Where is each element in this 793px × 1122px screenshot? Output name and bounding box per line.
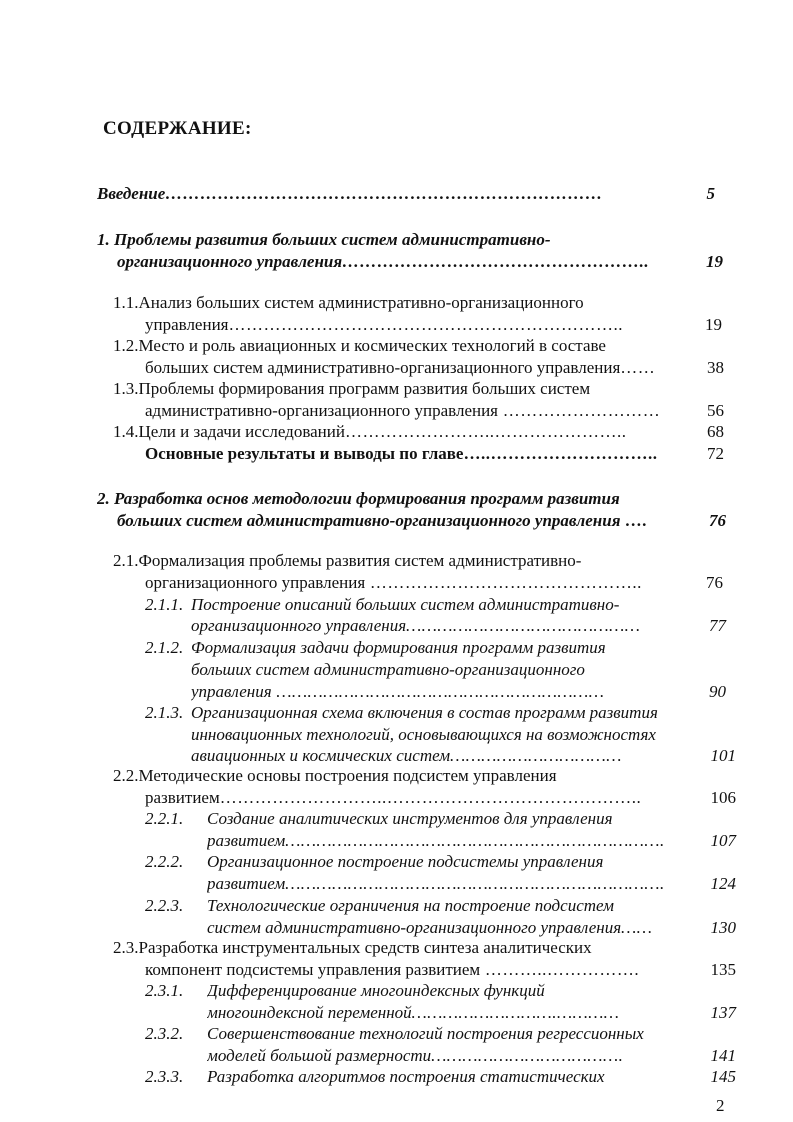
- toc-entry-2-1-1-line1[interactable]: Построение описаний больших систем административно-: [191, 595, 620, 614]
- toc-entry-label: компонент подсистемы управления развитием: [145, 960, 481, 979]
- toc-entry-label: Введение: [97, 184, 166, 203]
- toc-entry-label: административно-организационного управления: [145, 401, 498, 420]
- toc-leader-dots: ………..…………….: [480, 960, 640, 979]
- toc-entry-chapter-1-line1[interactable]: 1. Проблемы развития больших систем административно-: [97, 230, 551, 249]
- toc-entry-label: развитием: [207, 831, 286, 850]
- toc-page-number: 135: [710, 960, 736, 979]
- toc-subsection-number: 2.3.3.: [145, 1067, 184, 1086]
- toc-entry-2-1-3-line1[interactable]: Организационная схема включения в состав программ развития: [191, 703, 658, 722]
- toc-entry-label: развитием: [207, 874, 286, 893]
- toc-subsection-number: 2.2.1.: [145, 809, 184, 828]
- toc-leader-dots: ………………………………………………………: [271, 682, 605, 701]
- toc-entry-intro[interactable]: [97, 183, 697, 205]
- toc-page-number: 38: [707, 358, 724, 377]
- toc-entry-2-3-2-line2[interactable]: [207, 1045, 701, 1067]
- toc-page-number: 76: [706, 573, 723, 592]
- toc-entry-label: авиационных и космических систем: [191, 746, 451, 765]
- toc-entry-1-4[interactable]: [113, 421, 703, 443]
- toc-page-number: 76: [709, 511, 726, 530]
- toc-entry-label: больших систем административно-организационного управления: [145, 358, 621, 377]
- toc-subsection-number: 2.2.3.: [145, 896, 184, 915]
- toc-leader-dots: ………………………: [498, 401, 661, 420]
- toc-page-number: 19: [706, 252, 723, 271]
- toc-entry-label: управления: [145, 315, 229, 334]
- toc-leader-dots: ….: [620, 511, 648, 530]
- toc-page-number: 5: [706, 184, 715, 203]
- toc-entry-2-2-line2[interactable]: [145, 787, 701, 809]
- toc-entry-2-1-3-line3[interactable]: [191, 745, 696, 767]
- toc-page-number: 130: [710, 918, 736, 937]
- toc-entry-2-3-line2[interactable]: [145, 959, 693, 981]
- toc-leader-dots: ……: [620, 358, 656, 377]
- toc-entry-2-1-line2[interactable]: [145, 572, 695, 594]
- toc-entry-label: моделей большой размерности: [207, 1046, 432, 1065]
- toc-page-number: 72: [707, 444, 724, 463]
- toc-entry-2-3-line1[interactable]: 2.3.Разработка инструментальных средств синтеза аналитических: [113, 938, 592, 957]
- toc-leader-dots: ……………………..…………………..: [344, 422, 627, 441]
- toc-entry-2-1-3-line2[interactable]: инновационных технологий, основывающихся на возможностях: [191, 725, 656, 744]
- toc-page-number: 56: [707, 401, 724, 420]
- toc-leader-dots: ………………………..……………………………………..: [219, 788, 642, 807]
- toc-leader-dots: ……………………………………………..: [342, 252, 650, 271]
- toc-entry-label: организационного управления: [145, 573, 366, 592]
- toc-entry-2-1-2-line3[interactable]: [191, 681, 697, 703]
- toc-page-number: 137: [710, 1003, 736, 1022]
- toc-entry-2-2-3-line2[interactable]: [207, 917, 701, 939]
- page-number: 2: [716, 1096, 725, 1115]
- toc-entry-label: организационного управления: [191, 616, 407, 635]
- toc-subsection-number: 2.3.1.: [145, 981, 184, 1000]
- toc-subsection-number: 2.1.1.: [145, 595, 184, 614]
- toc-leader-dots: …………………………………………………………..: [228, 315, 623, 334]
- toc-entry-2-2-1-line1[interactable]: Создание аналитических инструментов для управления: [207, 809, 613, 828]
- toc-leader-dots: ……………………………………………………………….: [285, 874, 665, 893]
- toc-entry-1-3-line2[interactable]: [145, 400, 705, 422]
- toc-entry-1-1-line2[interactable]: [145, 314, 695, 336]
- toc-leader-dots: ……………………….…………: [411, 1003, 620, 1022]
- toc-entry-2-3-1-line2[interactable]: [207, 1002, 701, 1024]
- toc-page-number: 77: [709, 616, 726, 635]
- toc-entry-label: 1.4.Цели и задачи исследований: [113, 422, 345, 441]
- toc-entry-2-2-2-line2[interactable]: [207, 873, 701, 895]
- toc-page-number: 124: [710, 874, 736, 893]
- toc-entry-chapter-1-results[interactable]: [145, 443, 703, 465]
- toc-page-number: 19: [705, 315, 722, 334]
- toc-entry-2-3-1-line1[interactable]: Дифференцирование многоиндексных функций: [207, 981, 545, 1000]
- toc-subsection-number: 2.3.2.: [145, 1024, 184, 1043]
- toc-leader-dots: ……………………………….: [431, 1046, 624, 1065]
- toc-entry-chapter-2-line1[interactable]: 2. Разработка основ методологии формирования программ развития: [97, 489, 620, 508]
- toc-entry-2-2-1-line2[interactable]: [207, 830, 701, 852]
- toc-entry-2-3-2-line1[interactable]: Совершенствование технологий построения регрессионных: [207, 1024, 644, 1043]
- toc-entry-2-2-2-line1[interactable]: Организационное построение подсистемы управления: [207, 852, 604, 871]
- toc-leader-dots: ……: [621, 918, 653, 937]
- toc-entry-1-2-line2[interactable]: [145, 357, 705, 379]
- toc-entry-label: управления: [191, 682, 272, 701]
- toc-entry-1-3-line1[interactable]: 1.3.Проблемы формирования программ развития больших систем: [113, 379, 591, 398]
- page-title: СОДЕРЖАНИЕ:: [103, 118, 252, 139]
- toc-leader-dots: …………………………………………………………………: [165, 184, 603, 203]
- toc-entry-label: Основные результаты и выводы по главе: [145, 444, 464, 463]
- toc-subsection-number: 2.1.2.: [145, 638, 184, 657]
- toc-page-number: 90: [709, 682, 726, 701]
- toc-leader-dots: ………………………………………..: [365, 573, 642, 592]
- toc-entry-2-3-3-line1[interactable]: Разработка алгоритмов построения статистических: [207, 1067, 605, 1086]
- toc-entry-2-2-3-line1[interactable]: Технологические ограничения на построение подсистем: [207, 896, 614, 915]
- toc-entry-2-1-line1[interactable]: 2.1.Формализация проблемы развития систем административно-: [113, 551, 582, 570]
- toc-page-number: 106: [710, 788, 736, 807]
- toc-entry-chapter-2-line2[interactable]: [117, 510, 702, 532]
- toc-page-number: 68: [707, 422, 724, 441]
- toc-entry-2-2-line1[interactable]: 2.2.Методические основы построения подсистем управления: [113, 766, 557, 785]
- toc-page-number: 141: [710, 1046, 736, 1065]
- toc-entry-label: организационного управления: [117, 252, 343, 271]
- toc-entry-label: систем административно-организационного управления: [207, 918, 622, 937]
- toc-entry-label: многоиндексной переменной: [207, 1003, 412, 1022]
- toc-leader-dots: …..………………………..: [463, 444, 658, 463]
- toc-entry-1-1-line1[interactable]: 1.1.Анализ больших систем административно-организационного: [113, 293, 584, 312]
- toc-entry-2-1-2-line2[interactable]: больших систем административно-организационного: [191, 660, 585, 679]
- toc-entry-chapter-1-line2[interactable]: [117, 251, 702, 273]
- toc-subsection-number: 2.2.2.: [145, 852, 184, 871]
- toc-leader-dots: ……………………………: [450, 746, 622, 765]
- toc-page-number: 145: [710, 1067, 736, 1086]
- toc-entry-2-1-1-line2[interactable]: [191, 615, 707, 637]
- toc-subsection-number: 2.1.3.: [145, 703, 184, 722]
- toc-page-number: 107: [710, 831, 736, 850]
- toc-entry-1-2-line1[interactable]: 1.2.Место и роль авиационных и космических технологий в составе: [113, 336, 606, 355]
- toc-entry-label: больших систем административно-организационного управления: [117, 511, 621, 530]
- toc-entry-label: развитием: [145, 788, 220, 807]
- toc-page-number: 101: [710, 746, 736, 765]
- toc-leader-dots: ………………………………………: [406, 616, 641, 635]
- toc-entry-2-1-2-line1[interactable]: Формализация задачи формирования программ развития: [191, 638, 606, 657]
- toc-leader-dots: ……………………………………………………………….: [285, 831, 665, 850]
